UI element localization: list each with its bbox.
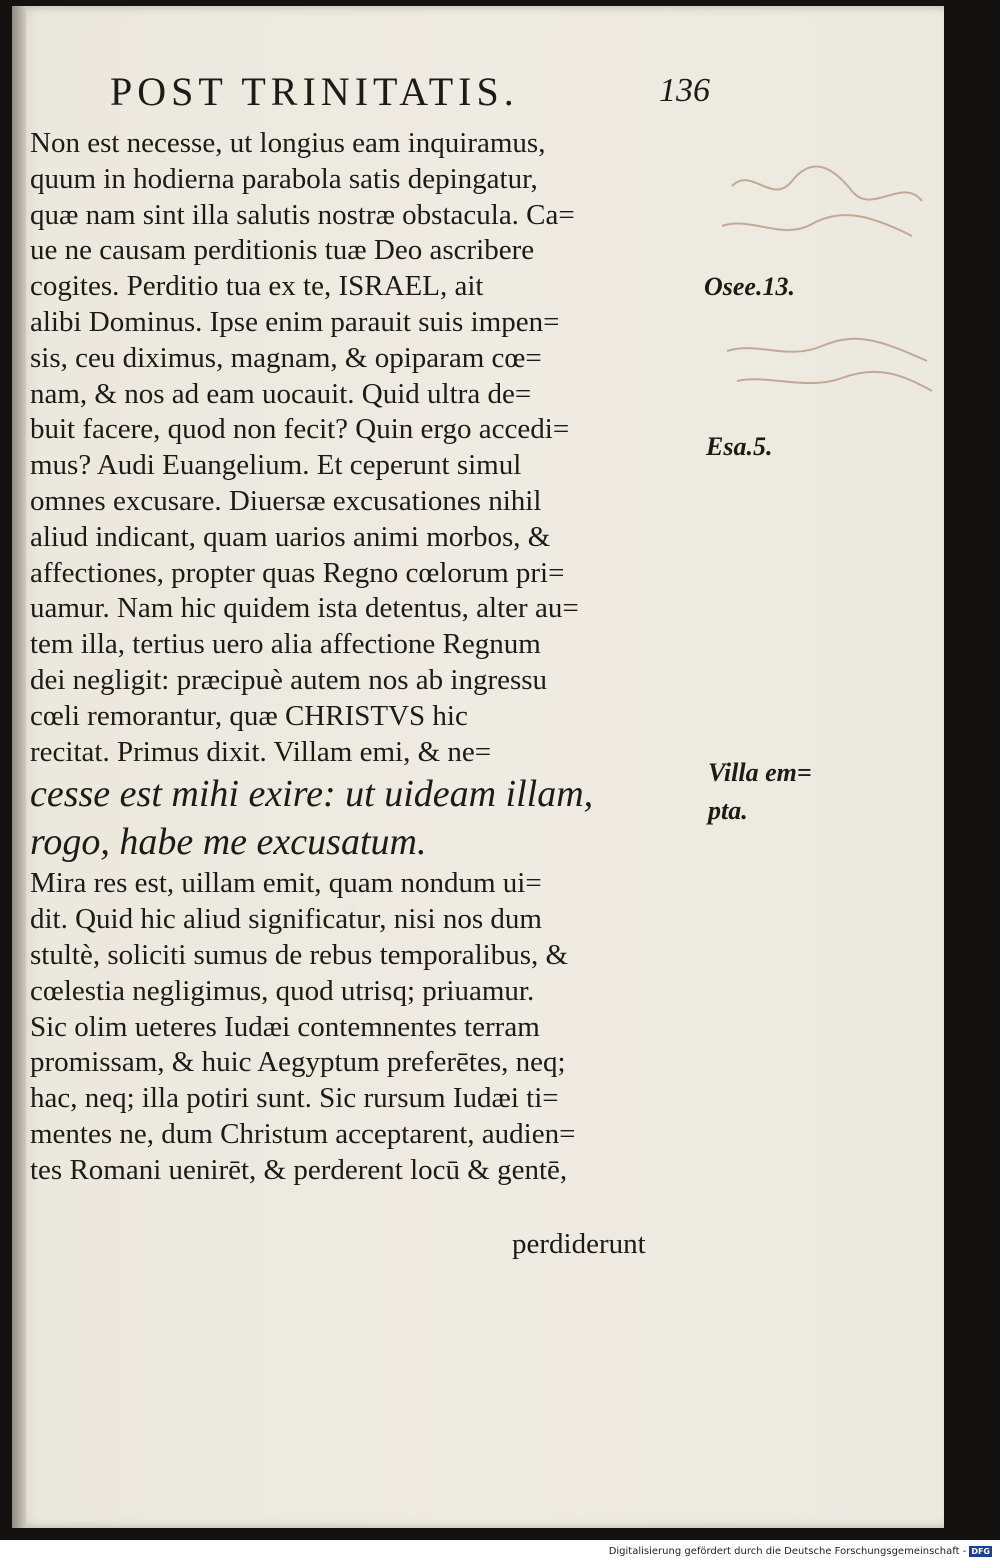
margin-note-osee: Osee.13. bbox=[704, 272, 795, 301]
text-line: buit facere, quod non fecit? Quin ergo accedi= bbox=[30, 413, 570, 446]
quote-line: cesse est mihi exire: ut uideam illam, bbox=[30, 773, 594, 816]
dfg-logo: DFG bbox=[971, 1547, 990, 1556]
page-header bbox=[110, 68, 710, 118]
text-line: aliud indicant, quam uarios animi morbos, & bbox=[30, 520, 551, 553]
text-line: hac, neq; illa potiri sunt. Sic rursum Iudæi ti= bbox=[30, 1082, 559, 1115]
text-line: promissam, & huic Aegyptum preferētes, neq; bbox=[30, 1046, 566, 1079]
text-line: tem illa, tertius uero alia affectione Regnum bbox=[30, 628, 541, 661]
margin-note-esa: Esa.5. bbox=[706, 432, 773, 461]
text-line: recitat. Primus dixit. Villam emi, & ne= bbox=[30, 735, 492, 768]
margin-note-villa: Villa em= bbox=[708, 758, 812, 787]
catchword: perdiderunt bbox=[512, 1228, 646, 1260]
text-line: cogites. Perditio tua ex te, ISRAEL, ait bbox=[30, 270, 484, 303]
text-line: tes Romani uenirēt, & perderent locū & gentē, bbox=[30, 1153, 568, 1186]
text-line: mus? Audi Euangelium. Et ceperunt simul bbox=[30, 449, 522, 482]
text-line: quæ nam sint illa salutis nostræ obstacula. Ca= bbox=[30, 198, 575, 231]
digitization-credit bbox=[609, 1546, 992, 1557]
text-line: cœli remorantur, quæ CHRISTVS hic bbox=[30, 699, 468, 732]
text-line: dei negligit: præcipuè autem nos ab ingressu bbox=[30, 663, 548, 696]
book-page bbox=[12, 6, 944, 1528]
running-head: POST TRINITATIS. bbox=[110, 69, 519, 114]
page-number: 136 bbox=[659, 72, 710, 109]
text-line: stultè, soliciti sumus de rebus temporalibus, & bbox=[30, 938, 569, 971]
body-text bbox=[30, 126, 710, 1189]
text-line: omnes excusare. Diuersæ excusationes nihil bbox=[30, 484, 542, 517]
margin-note-villa-cont: pta. bbox=[708, 796, 748, 825]
footer-bar bbox=[0, 1540, 1000, 1558]
text-line: Non est necesse, ut longius eam inquiramus, bbox=[30, 127, 546, 159]
text-line: Sic olim ueteres Iudæi contemnentes terram bbox=[30, 1010, 540, 1043]
text-line: mentes ne, dum Christum acceptarent, audien= bbox=[30, 1117, 576, 1150]
text-line: Mira res est, uillam emit, quam nondum ui= bbox=[30, 867, 542, 900]
text-line: alibi Dominus. Ipse enim parauit suis impen= bbox=[30, 305, 560, 338]
scripture-quote bbox=[30, 770, 710, 866]
page-gutter bbox=[12, 6, 26, 1528]
text-line: ue ne causam perditionis tuæ Deo ascribere bbox=[30, 234, 535, 267]
handwritten-annotation bbox=[712, 146, 942, 406]
text-line: dit. Quid hic aliud significatur, nisi nos dum bbox=[30, 903, 542, 936]
text-line: quum in hodierna parabola satis depingatur, bbox=[30, 162, 538, 195]
text-line: sis, ceu diximus, magnam, & opiparam cœ= bbox=[30, 341, 542, 374]
text-line: cœlestia negligimus, quod utrisq; priuamur. bbox=[30, 974, 535, 1007]
text-line: nam, & nos ad eam uocauit. Quid ultra de= bbox=[30, 377, 532, 410]
text-line: uamur. Nam hic quidem ista detentus, alter au= bbox=[30, 592, 579, 625]
credit-text: Digitalisierung gefördert durch die Deutsche Forschungsgemeinschaft - bbox=[608, 1546, 967, 1557]
quote-line: rogo, habe me excusatum. bbox=[30, 821, 427, 864]
text-line: affectiones, propter quas Regno cœlorum pri= bbox=[30, 556, 565, 589]
